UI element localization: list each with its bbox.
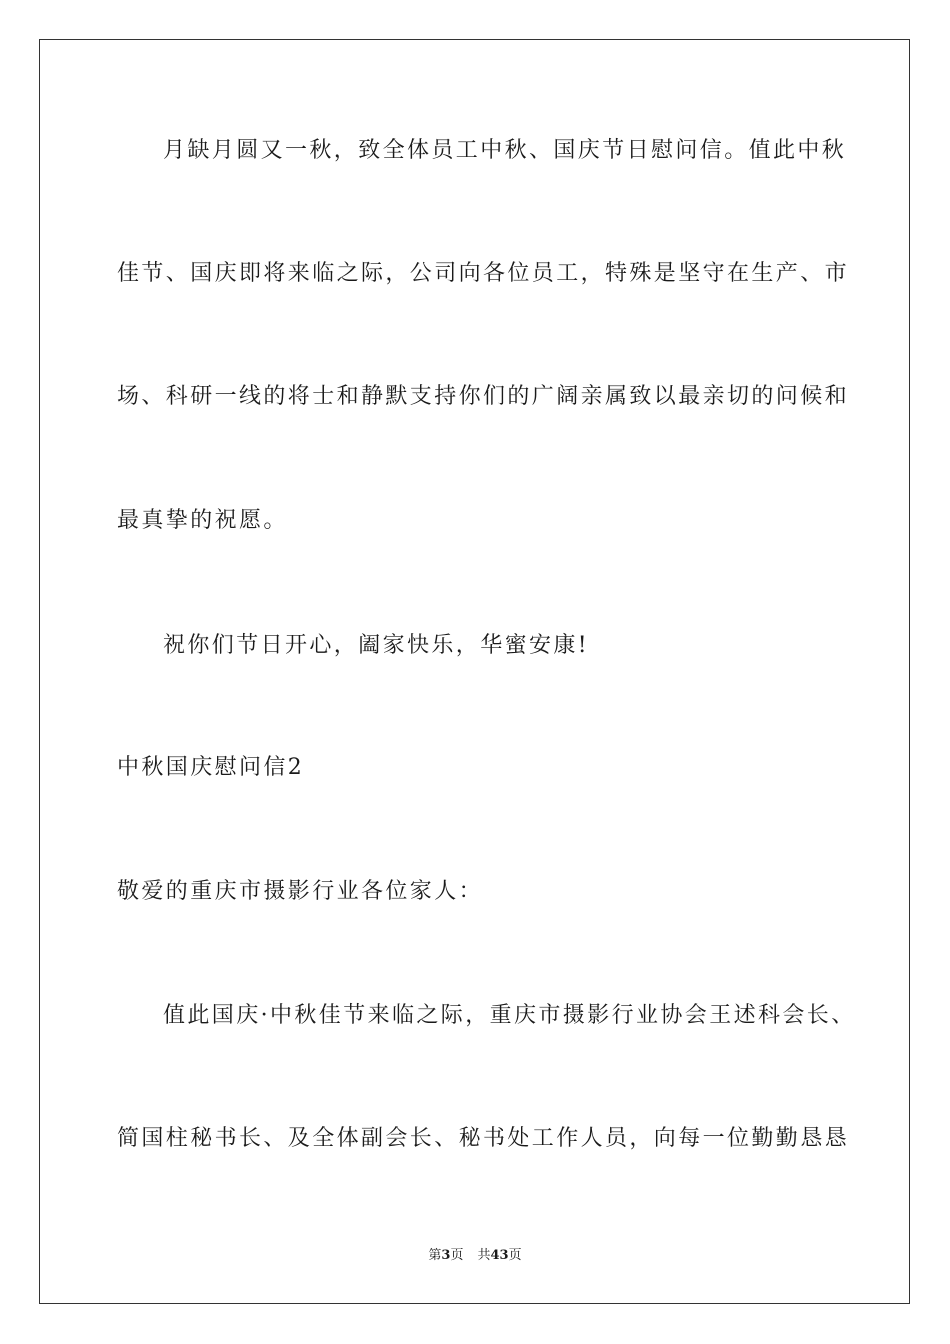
section-heading: 中秋国庆慰问信2 bbox=[117, 755, 305, 780]
footer-page-suffix: 页 bbox=[450, 1248, 464, 1263]
paragraph-line-3: 场、科研一线的将士和静默支持你们的广阔亲属致以最亲切的问候和 bbox=[117, 384, 850, 409]
page-footer bbox=[0, 1247, 950, 1265]
page-border bbox=[39, 39, 910, 1304]
paragraph-line-9: 简国柱秘书长、及全体副会长、秘书处工作人员，向每一位勤勤恳恳 bbox=[117, 1126, 850, 1151]
paragraph-line-1: 月缺月圆又一秋，致全体员工中秋、国庆节日慰问信。值此中秋 bbox=[163, 138, 847, 163]
salutation-line: 敬爱的重庆市摄影行业各位家人： bbox=[117, 879, 484, 904]
footer-total-suffix: 页 bbox=[508, 1248, 522, 1263]
footer-total-number: 43 bbox=[490, 1248, 509, 1263]
footer-page-number: 3 bbox=[441, 1248, 451, 1263]
paragraph-line-8: 值此国庆·中秋佳节来临之际，重庆市摄影行业协会王述科会长、 bbox=[163, 1003, 856, 1028]
paragraph-line-4: 最真挚的祝愿。 bbox=[117, 508, 288, 533]
footer-page-prefix: 第 bbox=[428, 1248, 442, 1263]
paragraph-line-2: 佳节、国庆即将来临之际，公司向各位员工，特殊是坚守在生产、市 bbox=[117, 261, 850, 286]
footer-total-prefix: 共 bbox=[477, 1248, 491, 1263]
paragraph-line-5: 祝你们节日开心，阖家快乐，华蜜安康! bbox=[163, 633, 590, 658]
